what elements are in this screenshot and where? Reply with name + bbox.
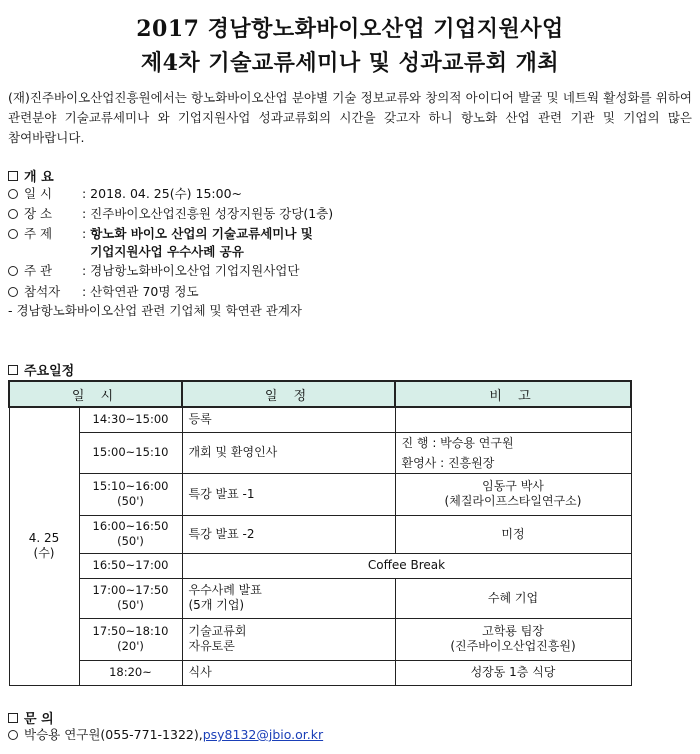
event-cell: 개회 및 환영인사: [182, 432, 395, 473]
table-row: [9, 407, 631, 432]
circle-bullet-icon: [8, 287, 18, 297]
column-header: 일 시: [9, 381, 182, 407]
square-bullet-icon: [8, 713, 18, 723]
section-overview-heading: 개 요: [8, 166, 54, 185]
overview-host: 주 관 : 경남항노화바이오산업 기업지원사업단: [8, 262, 299, 280]
event-cell: 식사: [182, 660, 395, 685]
table-row: [9, 660, 631, 685]
circle-bullet-icon: [8, 189, 18, 199]
overview-note: - 경남항노화바이오산업 관련 기업체 및 학연관 관계자: [8, 303, 303, 318]
event-cell: 특강 발표 -2: [182, 515, 395, 553]
table-row: [9, 553, 631, 578]
contact-email-link[interactable]: psy8132@jbio.or.kr: [202, 727, 324, 742]
time-cell: 14:30~15:00: [79, 407, 182, 432]
time-cell: 17:00~17:50 (50'): [79, 578, 182, 618]
column-header: 비 고: [395, 381, 631, 407]
time-cell: 16:50~17:00: [79, 553, 182, 578]
time-cell: 18:20~: [79, 660, 182, 685]
table-row: [9, 578, 631, 618]
note-cell: 진 행 : 박승용 연구원 환영사 : 진흥원장: [395, 432, 631, 473]
event-cell: 등록: [182, 407, 395, 432]
time-cell: 15:10~16:00 (50'): [79, 473, 182, 515]
overview-attendees: 참석자 : 산학연관 70명 정도: [8, 283, 199, 301]
event-cell: 특강 발표 -1: [182, 473, 395, 515]
circle-bullet-icon: [8, 266, 18, 276]
table-row: [9, 473, 631, 515]
square-bullet-icon: [8, 171, 18, 181]
table-row: [9, 515, 631, 553]
circle-bullet-icon: [8, 229, 18, 239]
overview-date: 일 시 : 2018. 04. 25(수) 15:00~: [8, 185, 242, 203]
note-cell: 성장동 1층 식당: [395, 660, 631, 685]
note-cell: 수혜 기업: [395, 578, 631, 618]
note-cell: [395, 407, 631, 432]
note-cell: 고학룡 팀장 (진주바이오산업진흥원): [395, 618, 631, 660]
intro-paragraph: (재)진주바이오산업진흥원에서는 항노화바이오산업 분야별 기술 정보교류와 창의적 아이디어 발굴 및 네트웍 활성화를 위하여 관련분야 기술교류세미나 와 기업지원사업 성과교류회의 시간을 갖고자 하니 항노화 산업 관련 기관 및 기업의 많은 참여바랍니다.: [8, 90, 692, 145]
title-line-2: 제4차 기술교류세미나 및 성과교류회 개최: [140, 50, 560, 76]
schedule-table: [8, 380, 632, 686]
date-cell: 4. 25 (수): [9, 407, 79, 685]
table-header-row: [9, 381, 631, 407]
overview-place: 장 소 : 진주바이오산업진흥원 성장지원동 강당(1층): [8, 205, 333, 223]
circle-bullet-icon: [8, 209, 18, 219]
overview-theme: 주 제 : 항노화 바이오 산업의 기술교류세미나 및 기업지원사업 우수사례 공유: [8, 225, 313, 261]
note-cell: 임동구 박사 (체질라이프스타일연구소): [395, 473, 631, 515]
event-cell: 기술교류회 자유토론: [182, 618, 395, 660]
column-header: 일 정: [182, 381, 395, 407]
table-row: [9, 618, 631, 660]
square-bullet-icon: [8, 365, 18, 375]
section-schedule-heading: 주요일정: [8, 360, 74, 379]
time-cell: 16:00~16:50 (50'): [79, 515, 182, 553]
time-cell: 15:00~15:10: [79, 432, 182, 473]
circle-bullet-icon: [8, 730, 18, 740]
section-contact-heading: 문 의: [8, 708, 54, 727]
contact-line: 박승용 연구원(055-771-1322), psy8132@jbio.or.kr: [8, 726, 323, 744]
table-row: [9, 432, 631, 473]
title-line-1: 2017 경남항노화바이오산업 기업지원사업: [136, 16, 564, 42]
time-cell: 17:50~18:10 (20'): [79, 618, 182, 660]
event-cell: 우수사례 발표 (5개 기업): [182, 578, 395, 618]
coffee-break-cell: Coffee Break: [182, 553, 631, 578]
note-cell: 미정: [395, 515, 631, 553]
